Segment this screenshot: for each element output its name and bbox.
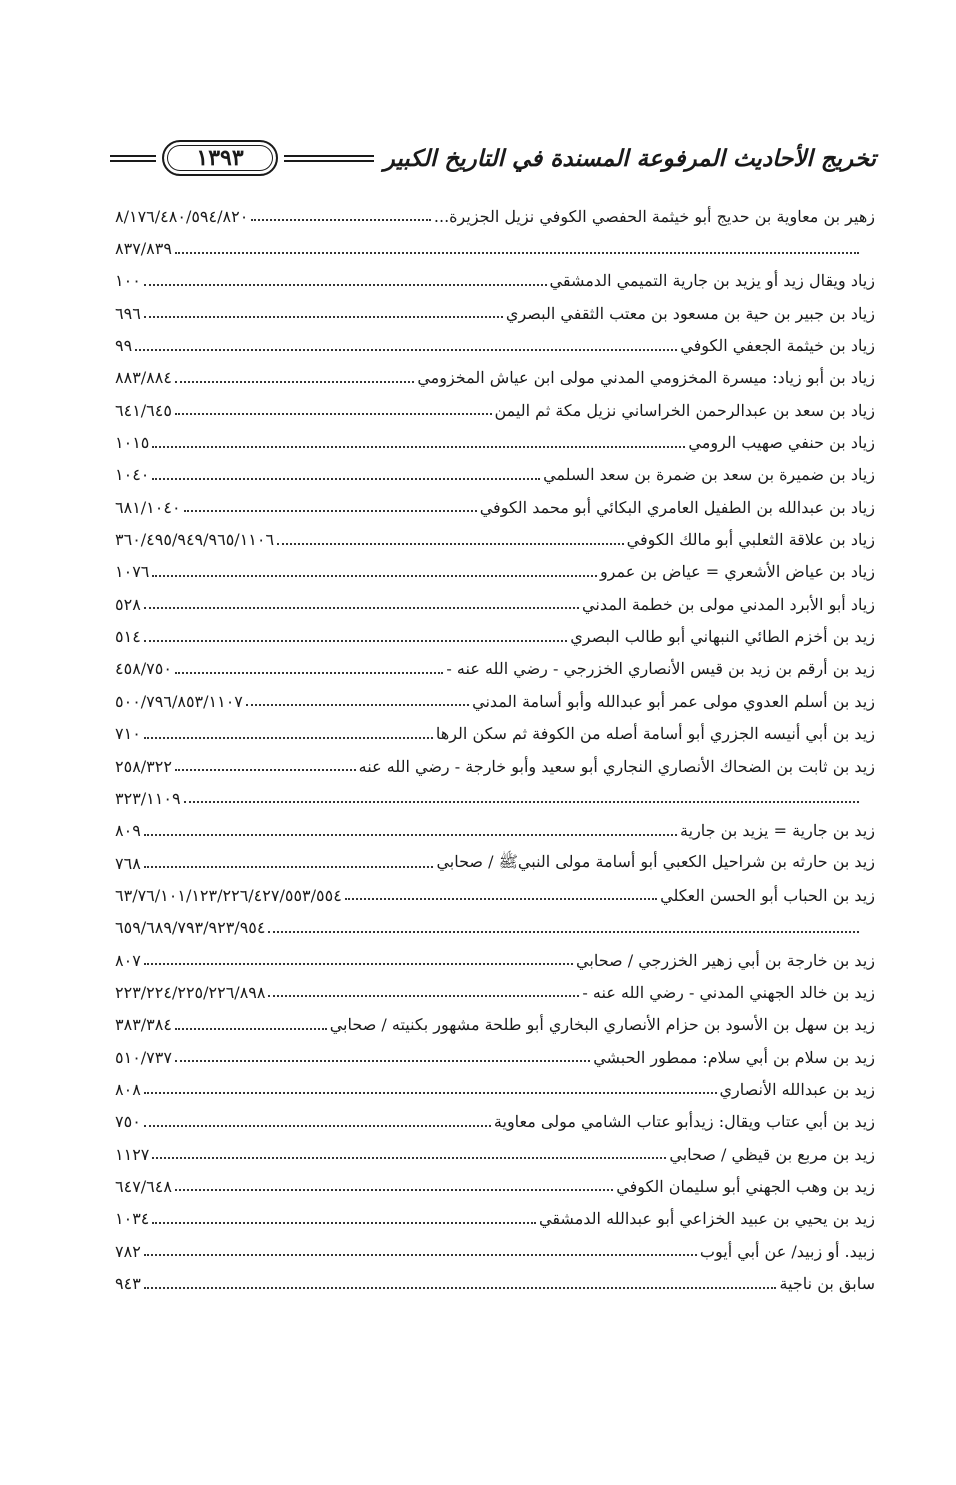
entry-name: زيد بن مربع بن قيظي / صحابي (669, 1144, 875, 1164)
dot-leader (144, 866, 434, 868)
index-entry (115, 1009, 875, 1041)
index-entry (115, 685, 875, 717)
dot-leader (144, 316, 503, 318)
entry-name: زبيد. أو زبيد/ عن أبي أيوب (699, 1241, 875, 1261)
entry-name: زيد بن أرقم بن زيد بن قيس الأنصاري الخزرجي - رضي الله عنه - (446, 659, 875, 679)
entry-page-refs: ١٠٧٦ (115, 562, 150, 582)
entry-name: زيد بن خالد الجهني المدني - رضي الله عنه - (582, 982, 875, 1002)
index-entry (115, 1267, 875, 1299)
entry-name: زياد بن عبدالله بن الطفيل العامري البكائي أبو محمد الكوفي (479, 497, 875, 517)
index-entry (115, 1203, 875, 1235)
index-entry-continuation (115, 912, 875, 944)
dot-leader (251, 219, 431, 221)
entry-page-refs: ٣٨٣/٣٨٤ (115, 1015, 172, 1035)
index-entry (115, 750, 875, 782)
dot-leader (152, 446, 685, 448)
dot-leader (268, 931, 859, 933)
entry-page-refs: ٨٠٨ (115, 1079, 141, 1099)
dot-leader (144, 834, 677, 836)
dot-leader (184, 510, 477, 512)
dot-leader (277, 543, 624, 545)
page-number: ١٣٩٣ (162, 140, 278, 176)
index-entry (115, 523, 875, 555)
entry-name: زياد بن حنفي صهيب الرومي (688, 433, 875, 453)
index-entry (115, 588, 875, 620)
dot-leader (268, 995, 579, 997)
entry-name: سابق بن ناجية (779, 1274, 875, 1294)
index-entry (115, 297, 875, 329)
entry-page-refs: ٨٠٧ (115, 950, 141, 970)
entry-name: زيد بن سهل بن الأسود بن حزام الأنصاري البخاري أبو طلحة مشهور بكنيته / صحابي (329, 1015, 875, 1035)
dot-leader (152, 575, 597, 577)
entry-name: زيد بن عبدالله الأنصاري (719, 1079, 875, 1099)
index-entry (115, 815, 875, 847)
dot-leader (152, 478, 540, 480)
index-entry (115, 265, 875, 297)
index-entry (115, 459, 875, 491)
entry-page-refs: ١٠٤٠ (115, 465, 150, 485)
entry-name: زياد بن عياض الأشعري = عياض بن عمرو (599, 562, 875, 582)
entry-page-refs: ٦٩٦ (115, 303, 141, 323)
dot-leader (144, 1287, 777, 1289)
entry-name: زيد بن جارية = يزيد بن جارية (680, 821, 875, 841)
dot-leader (144, 284, 547, 286)
dot-leader (144, 963, 573, 965)
index-entry (115, 1235, 875, 1267)
entry-page-refs: ٦٤١/٦٤٥ (115, 400, 172, 420)
header-rule-right (110, 155, 156, 162)
index-entry (115, 1106, 875, 1138)
index-entry (115, 394, 875, 426)
entry-name: زيد بن وهب الجهني أبو سليمان الكوفي (616, 1176, 875, 1196)
entry-page-refs: ٥٠٠/٧٩٦/٨٥٣/١١٠٧ (115, 691, 243, 711)
entry-page-refs: ٩٤٣ (115, 1274, 141, 1294)
dot-leader (175, 381, 414, 383)
dot-leader (144, 607, 579, 609)
dot-leader (345, 898, 657, 900)
entry-page-refs: ١٠١٥ (115, 433, 150, 453)
dot-leader (175, 252, 859, 254)
index-entry (115, 944, 875, 976)
index-entry (115, 653, 875, 685)
index-entry (115, 200, 875, 232)
entry-name: زياد بن جبير بن حية بن مسعود بن معتب الثقفي البصري (505, 303, 875, 323)
entry-name: زياد بن ضميرة بن سعد بن ضمرة بن سعد السلمي (543, 465, 875, 485)
index-entry-continuation (115, 782, 875, 814)
entry-page-refs: ٢٢٣/٢٢٤/٢٢٥/٢٢٦/٨٩٨ (115, 982, 266, 1002)
entry-page-refs: ٥١٠/٧٣٧ (115, 1047, 172, 1067)
index-entry (115, 1041, 875, 1073)
entry-name: زيد بن أبي عتاب ويقال: زيدأبو عتاب الشامي مولى معاوية (493, 1112, 875, 1132)
entry-page-refs: ٩٩ (115, 336, 133, 356)
entry-page-refs: ٥١٤ (115, 627, 141, 647)
entry-page-refs: ٢٥٨/٣٢٢ (115, 756, 172, 776)
dot-leader (175, 769, 356, 771)
index-entry (115, 1170, 875, 1202)
index-entry (115, 1138, 875, 1170)
entry-name: زياد بن سعد بن عبدالرحمن الخراساني نزيل مكة ثم اليمن (494, 400, 875, 420)
index-entry (115, 976, 875, 1008)
index-entry (115, 718, 875, 750)
dot-leader (135, 349, 677, 351)
entry-page-refs: ٨/١٧٦/٤٨٠/٥٩٤/٨٢٠ (115, 206, 249, 226)
index-entry (115, 491, 875, 523)
dot-leader (175, 1189, 613, 1191)
entry-page-refs: ٨٨٣/٨٨٤ (115, 368, 172, 388)
dot-leader (184, 801, 859, 803)
index-entry (115, 556, 875, 588)
entry-page-refs: ٤٥٨/٧٥٠ (115, 659, 172, 679)
entry-page-refs: ٣٢٣/١١٠٩ (115, 788, 181, 808)
entry-page-refs: ٧٦٨ (115, 853, 141, 873)
header-rule-left (284, 155, 374, 162)
index-entry (115, 329, 875, 361)
entry-name: زياد بن أبو زياد: ميسرة المخزومي المدني مولى ابن عياش المخزومي (417, 368, 875, 388)
entry-page-refs: ٦٣/٧٦/١٠١/١٢٣/٢٢٦/٤٢٧/٥٥٣/٥٥٤ (115, 885, 342, 905)
entry-name: زيد بن سلام بن أبي سلام: ممطور الحبشي (593, 1047, 875, 1067)
index-entry (115, 426, 875, 458)
dot-leader (175, 1028, 327, 1030)
index-entry (115, 879, 875, 911)
dot-leader (144, 1092, 717, 1094)
entry-name: زيد بن حارثه بن شراحيل الكعبي أبو أسامة مولى النبيﷺ / صحابي (436, 851, 875, 871)
entry-name: زياد بن خيثمة الجعفي الكوفي (680, 336, 875, 356)
dot-leader (144, 1125, 491, 1127)
entry-page-refs: ١٠٠ (115, 271, 141, 291)
dot-leader (175, 1060, 590, 1062)
entry-page-refs: ٨٣٧/٨٣٩ (115, 239, 172, 259)
entry-page-refs: ٧٥٠ (115, 1112, 141, 1132)
entry-name: زيد بن خارجة بن أبي زهير الخزرجي / صحابي (576, 950, 875, 970)
entry-page-refs: ٦٨١/١٠٤٠ (115, 497, 181, 517)
entry-name: زيد بن أبي أنيسه الجزري أبو أسامة أصله من الكوفة ثم سكن الرها (435, 724, 875, 744)
dot-leader (144, 737, 433, 739)
entry-name: زياد ويقال زيد أو يزيد بن جارية التميمي الدمشقي (549, 271, 875, 291)
entry-page-refs: ٧١٠ (115, 724, 141, 744)
entry-name: زهير بن معاوية بن حديج أبو خيثمة الحفصي الكوفي نزيل الجزيرة... (433, 206, 875, 226)
entry-page-refs: ٥٢٨ (115, 594, 141, 614)
entry-name: زياد أبو الأبرد المدني مولى بن خطمة المدني (582, 594, 875, 614)
entry-name: زيد بن أخزم الطائي النبهاني أبو طالب البصري (570, 627, 875, 647)
index-entry (115, 362, 875, 394)
dot-leader (152, 1157, 666, 1159)
index-entry (115, 620, 875, 652)
entry-page-refs: ١٠٣٤ (115, 1209, 150, 1229)
entry-page-refs: ٦٥٩/٦٨٩/٧٩٣/٩٢٣/٩٥٤ (115, 918, 266, 938)
narrator-index-list (115, 200, 875, 1300)
dot-leader (144, 640, 567, 642)
index-entry (115, 847, 875, 879)
entry-name: زيد بن الحباب أبو الحسن العكلي (660, 885, 875, 905)
entry-page-refs: ١١٢٧ (115, 1144, 150, 1164)
entry-name: زيد بن ثابت بن الضحاك الأنصاري النجاري أبو سعيد وأبو خارجة - رضي الله عنه (358, 756, 875, 776)
dot-leader (175, 413, 492, 415)
entry-page-refs: ٦٤٧/٦٤٨ (115, 1176, 172, 1196)
entry-page-refs: ٧٨٢ (115, 1241, 141, 1261)
index-entry (115, 1073, 875, 1105)
entry-page-refs: ٣٦٠/٤٩٥/٩٤٩/٩٦٥/١١٠٦ (115, 530, 275, 550)
dot-leader (144, 1254, 697, 1256)
entry-name: زياد بن علاقة الثعلبي أبو مالك الكوفي (626, 530, 875, 550)
entry-name: زيد بن أسلم العدوي مولى عمر أبو عبدالله وأبو أسامة المدني (472, 691, 875, 711)
entry-page-refs: ٨٠٩ (115, 821, 141, 841)
dot-leader (246, 704, 469, 706)
index-entry-continuation (115, 232, 875, 264)
running-title: تخريج الأحاديث المرفوعة المسندة في التاريخ الكبير (383, 144, 876, 172)
dot-leader (152, 1222, 536, 1224)
page-header (110, 136, 876, 180)
dot-leader (175, 672, 443, 674)
entry-name: زيد بن يحيي بن عبيد الخزاعي أبو عبدالله الدمشقي (538, 1209, 875, 1229)
